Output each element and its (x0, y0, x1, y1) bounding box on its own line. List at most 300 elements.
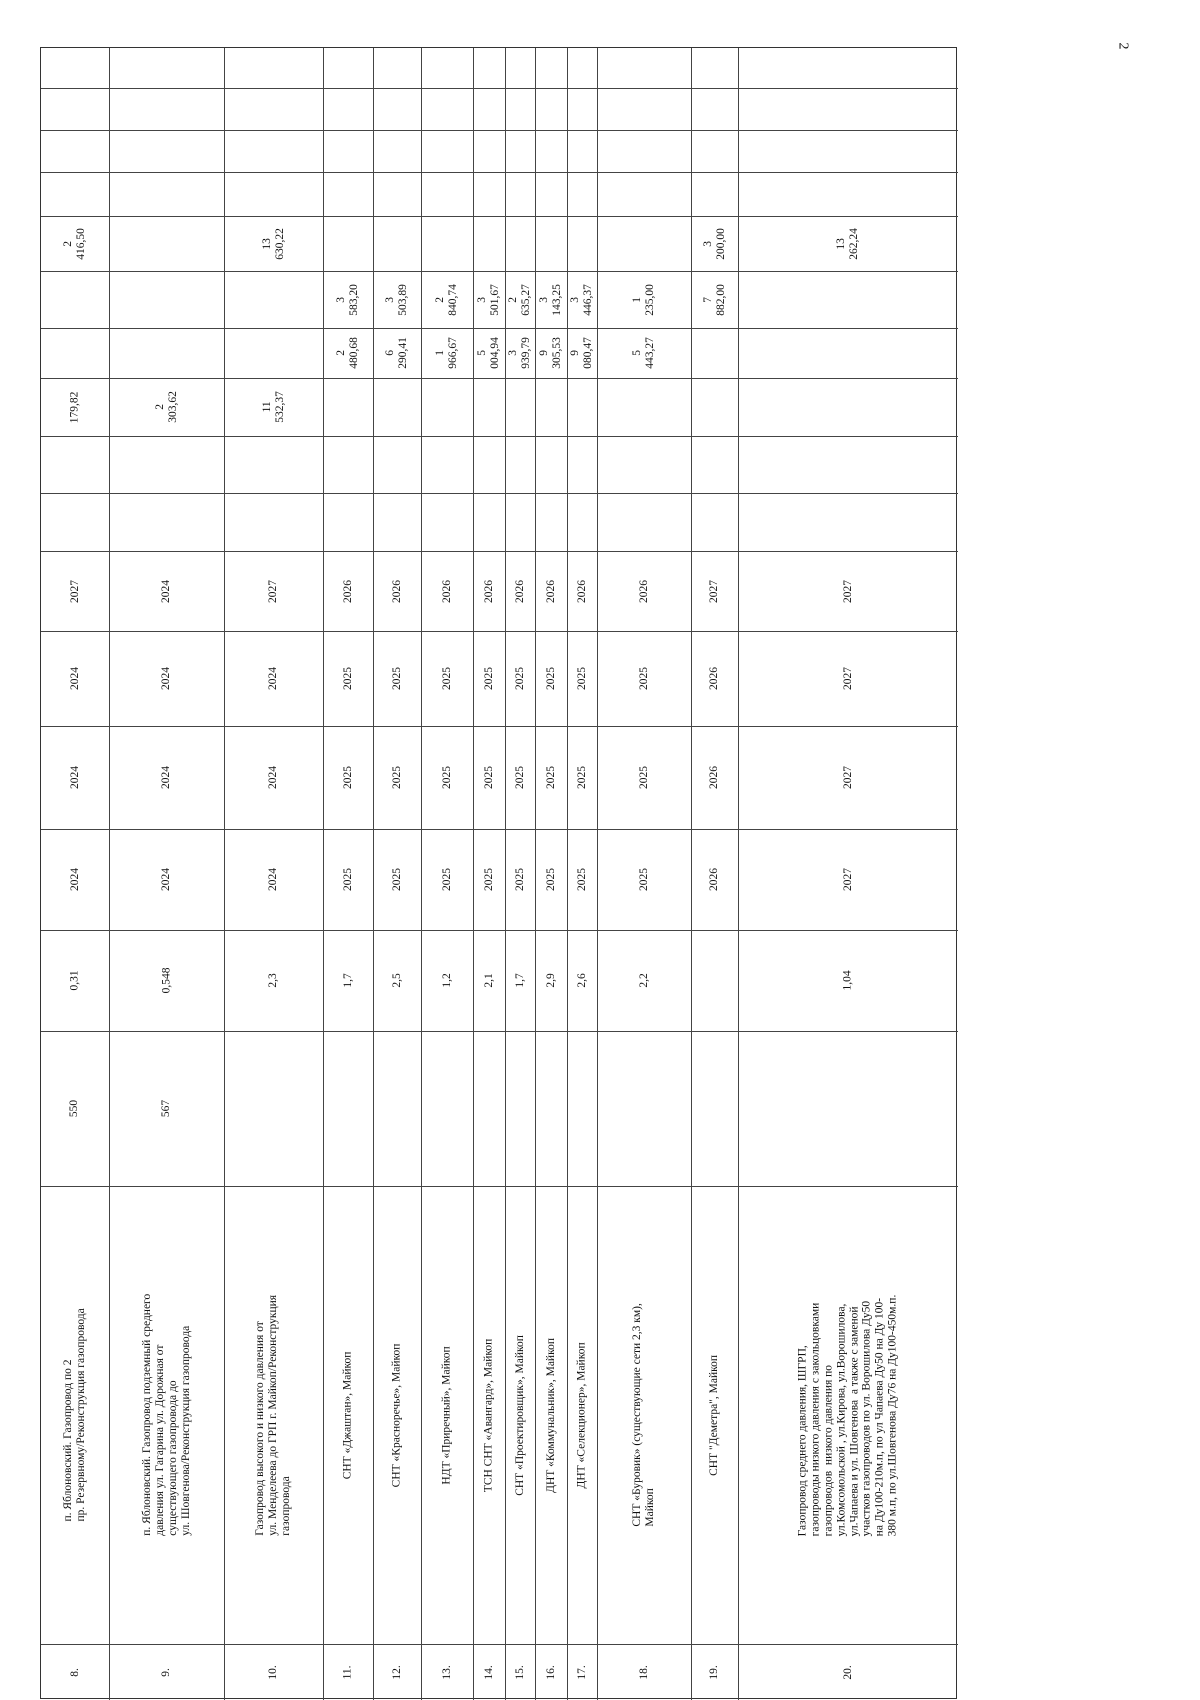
cell-name (421, 1186, 473, 1644)
cell-c2 (41, 436, 109, 493)
cell-c3 (373, 378, 421, 436)
cell-d (691, 1031, 738, 1186)
cell-row-number (421, 1644, 473, 1700)
cell-name (373, 1186, 421, 1644)
cell-len (421, 930, 473, 1031)
cell-c3 (41, 378, 109, 436)
cell-name-text: Газопровод высокого и низкого давления от ул. Менделеева до ГРП г. Майкоп/Реконструкция газопровода (254, 1294, 292, 1536)
cell-c5 (567, 271, 597, 328)
cell-c6-text: 3 200,00 (701, 227, 727, 260)
cell-y2 (691, 726, 738, 829)
cell-c3 (597, 378, 691, 436)
cell-y4 (473, 551, 505, 631)
cell-y3-text: 2025 (544, 667, 557, 690)
cell-row-number (597, 1644, 691, 1700)
cell-y3-text: 2025 (482, 667, 495, 690)
cell-y4-text: 2026 (440, 579, 453, 603)
cell-row-number-text: 11. (341, 1665, 354, 1679)
cell-c3-text: 179,82 (68, 391, 81, 423)
cell-d (597, 1031, 691, 1186)
cell-c2 (505, 436, 535, 493)
cell-c3 (567, 378, 597, 436)
cell-y4-text: 2026 (544, 579, 557, 603)
cell-c6 (597, 216, 691, 271)
cell-y2-text: 2024 (160, 766, 173, 789)
cell-len (323, 930, 373, 1031)
cell-y4 (323, 551, 373, 631)
cell-c6 (323, 216, 373, 271)
cell-y2-text: 2025 (341, 766, 354, 789)
cell-len (505, 930, 535, 1031)
cell-c4-text: 3 939,79 (507, 337, 532, 369)
cell-y2 (373, 726, 421, 829)
cell-c6 (535, 216, 567, 271)
cell-c4 (109, 328, 224, 378)
cell-name-text: СНТ «Проектировщик», Майкоп (513, 1334, 526, 1496)
cell-len-text: 1,04 (841, 970, 854, 991)
cell-y2 (535, 726, 567, 829)
cell-y3-text: 2025 (390, 667, 403, 690)
cell-y1-text: 2025 (513, 868, 526, 891)
cell-y3 (421, 631, 473, 726)
cell-c2 (597, 436, 691, 493)
cell-y3 (109, 631, 224, 726)
cell-y3 (373, 631, 421, 726)
cell-c5-text: 3 583,20 (335, 283, 360, 316)
cell-y1-text: 2025 (637, 868, 650, 891)
cell-y2 (224, 726, 323, 829)
cell-y4 (373, 551, 421, 631)
cell-row-number (224, 1644, 323, 1700)
cell-name-text: п. Яблоновский. Газопровод по 2 пр. Резервному/Реконструкция газопровода (62, 1308, 87, 1522)
cell-name (567, 1186, 597, 1644)
cell-c6 (567, 216, 597, 271)
cell-y3-text: 2024 (160, 667, 173, 690)
cell-c5-text: 2 840,74 (434, 283, 459, 316)
cell-c1 (567, 493, 597, 551)
cell-c4-text: 9 305,53 (538, 337, 563, 369)
cell-y1 (535, 829, 567, 930)
cell-c6-text: 13 630,22 (260, 227, 286, 260)
cell-c2 (323, 436, 373, 493)
cell-c3 (109, 378, 224, 436)
cell-name (597, 1186, 691, 1644)
cell-c2 (473, 436, 505, 493)
cell-c5-text: 3 501,67 (476, 283, 501, 316)
cell-y1 (373, 829, 421, 930)
cell-y1 (473, 829, 505, 930)
cell-c4 (691, 328, 738, 378)
cell-y4-text: 2027 (267, 579, 280, 603)
cell-y4 (535, 551, 567, 631)
cell-c2 (535, 436, 567, 493)
cell-len (373, 930, 421, 1031)
cell-c6 (224, 216, 323, 271)
cell-name (323, 1186, 373, 1644)
cell-y4-text: 2027 (68, 579, 81, 603)
cell-d (505, 1031, 535, 1186)
cell-d-text: 550 (68, 1099, 81, 1118)
cell-c5-text: 3 143,25 (538, 283, 563, 316)
cell-name-text: СНТ «Красноречье», Майкоп (390, 1343, 403, 1487)
cell-c2 (224, 436, 323, 493)
cell-row-number-text: 14. (482, 1664, 495, 1680)
cell-c2 (421, 436, 473, 493)
cell-c1 (41, 493, 109, 551)
cell-y1 (109, 829, 224, 930)
cell-c6 (373, 216, 421, 271)
cell-y1 (738, 829, 958, 930)
cell-y1-text: 2024 (68, 868, 81, 891)
cell-c3 (691, 378, 738, 436)
cell-y1-text: 2025 (390, 868, 403, 891)
cell-y4 (224, 551, 323, 631)
cell-y1-text: 2026 (708, 868, 721, 891)
cell-y2 (597, 726, 691, 829)
cell-c3 (421, 378, 473, 436)
cell-len-text: 0,548 (160, 967, 173, 994)
cell-y2-text: 2027 (841, 766, 854, 789)
cell-c3 (473, 378, 505, 436)
cell-c4-text: 5 004,94 (476, 337, 501, 369)
cell-c4 (224, 328, 323, 378)
cell-name-text: НДТ «Приречный», Майкоп (440, 1345, 453, 1485)
cell-c6 (738, 216, 958, 271)
cell-c3-text: 11 532,37 (260, 391, 286, 423)
cell-c1 (738, 493, 958, 551)
cell-c1 (473, 493, 505, 551)
cell-name (473, 1186, 505, 1644)
cell-len-text: 2,9 (544, 973, 557, 988)
cell-row-number (535, 1644, 567, 1700)
cell-c5 (373, 271, 421, 328)
cell-row-number-text: 10. (267, 1664, 280, 1680)
cell-name (738, 1186, 958, 1644)
column-divider (41, 130, 958, 131)
cell-c5 (109, 271, 224, 328)
cell-c2 (567, 436, 597, 493)
cell-len-text: 0,31 (68, 970, 81, 991)
cell-y4 (41, 551, 109, 631)
cell-y4 (505, 551, 535, 631)
cell-y4-text: 2026 (575, 579, 588, 603)
cell-c4-text: 5 443,27 (631, 337, 656, 369)
cell-len-text: 2,6 (575, 973, 588, 988)
cell-row-number-text: 13. (440, 1664, 453, 1680)
cell-y2-text: 2024 (68, 766, 81, 789)
cell-name (224, 1186, 323, 1644)
cell-c1 (224, 493, 323, 551)
cell-c5-text: 7 882,00 (701, 283, 727, 316)
cell-y4-text: 2026 (341, 579, 354, 603)
cell-len (535, 930, 567, 1031)
cell-y4 (421, 551, 473, 631)
cell-d (224, 1031, 323, 1186)
cell-c2 (738, 436, 958, 493)
cell-c4-text: 9 080,47 (569, 337, 594, 369)
cell-c1 (597, 493, 691, 551)
cell-len (567, 930, 597, 1031)
cell-len-text: 2,5 (390, 973, 403, 988)
cell-y2 (41, 726, 109, 829)
cell-c6 (109, 216, 224, 271)
cell-c5 (597, 271, 691, 328)
cell-name-text: СНТ «Буровик» (существующие сети 2,3 км), Майкоп (631, 1303, 656, 1527)
cell-y3-text: 2024 (267, 667, 280, 690)
cell-c6-text: 2 416,50 (62, 227, 87, 260)
cell-c5-text: 3 446,37 (569, 283, 594, 316)
cell-len (597, 930, 691, 1031)
cell-y1 (323, 829, 373, 930)
cell-row-number (373, 1644, 421, 1700)
cell-d (421, 1031, 473, 1186)
cell-d (567, 1031, 597, 1186)
cell-y1-text: 2025 (575, 868, 588, 891)
cell-name-text: ДНТ «Селекционер», Майкоп (575, 1341, 588, 1489)
cell-y2-text: 2025 (440, 766, 453, 789)
cell-c1 (505, 493, 535, 551)
cell-row-number-text: 16. (544, 1664, 557, 1680)
cell-c4-text: 1 966,67 (434, 337, 459, 369)
cell-y3-text: 2027 (841, 667, 854, 690)
cell-c6 (505, 216, 535, 271)
cell-name-text: СНТ «Джаштан», Майкоп (341, 1351, 354, 1479)
cell-c4 (535, 328, 567, 378)
cell-y2-text: 2026 (708, 766, 721, 789)
cell-c5 (505, 271, 535, 328)
cell-row-number-text: 12. (390, 1664, 403, 1680)
cell-name (109, 1186, 224, 1644)
cell-y3-text: 2025 (513, 667, 526, 690)
cell-y1-text: 2025 (440, 868, 453, 891)
cell-d (535, 1031, 567, 1186)
cell-len (224, 930, 323, 1031)
cell-row-number (473, 1644, 505, 1700)
cell-c5-text: 2 635,27 (507, 283, 532, 316)
cell-c4 (597, 328, 691, 378)
cell-c3-text: 2 303,62 (153, 391, 179, 423)
cell-y3-text: 2025 (341, 667, 354, 690)
cell-c4 (567, 328, 597, 378)
cell-y2-text: 2025 (482, 766, 495, 789)
cell-c5 (691, 271, 738, 328)
cell-y2 (505, 726, 535, 829)
cell-y3-text: 2025 (575, 667, 588, 690)
cell-c4 (373, 328, 421, 378)
cell-c5 (738, 271, 958, 328)
cell-c6 (473, 216, 505, 271)
cell-y3 (505, 631, 535, 726)
cell-y2 (738, 726, 958, 829)
cell-y3 (41, 631, 109, 726)
cell-y2-text: 2025 (390, 766, 403, 789)
cell-row-number (567, 1644, 597, 1700)
cell-y3 (738, 631, 958, 726)
cell-y3 (691, 631, 738, 726)
cell-c6 (691, 216, 738, 271)
cell-y4-text: 2024 (160, 579, 173, 603)
cell-y2-text: 2025 (637, 766, 650, 789)
cell-y1 (41, 829, 109, 930)
cell-len (473, 930, 505, 1031)
cell-c5 (473, 271, 505, 328)
cell-c3 (738, 378, 958, 436)
cell-y1-text: 2027 (841, 868, 854, 891)
cell-row-number (505, 1644, 535, 1700)
cell-y4-text: 2026 (390, 579, 403, 603)
cell-c4 (323, 328, 373, 378)
cell-c3 (535, 378, 567, 436)
cell-y4 (691, 551, 738, 631)
cell-c2 (373, 436, 421, 493)
cell-row-number (738, 1644, 958, 1700)
cell-y4 (109, 551, 224, 631)
cell-c1 (421, 493, 473, 551)
cell-d-text: 567 (160, 1099, 173, 1118)
cell-y2 (473, 726, 505, 829)
cell-c5 (535, 271, 567, 328)
cell-y2 (109, 726, 224, 829)
cell-c5 (323, 271, 373, 328)
cell-y3 (535, 631, 567, 726)
cell-len (738, 930, 958, 1031)
cell-y1 (567, 829, 597, 930)
column-divider (41, 88, 958, 89)
cell-len-text: 1,7 (513, 973, 526, 988)
cell-name-text: п. Яблоновский. Газопровод подземный среднего давления ул. Гагарина ул. Дорожная от существующего газопровода до ул. Шовгенова/Реконструкция газопровода (140, 1294, 192, 1536)
cell-name (505, 1186, 535, 1644)
cell-c4-text: 6 290,41 (384, 337, 409, 369)
cell-y2-text: 2024 (267, 766, 280, 789)
cell-name-text: ДНТ «Коммунальник», Майкоп (544, 1337, 557, 1493)
cell-y3 (597, 631, 691, 726)
cell-row-number (323, 1644, 373, 1700)
cell-row-number (41, 1644, 109, 1700)
cell-y1 (505, 829, 535, 930)
cell-row-number-text: 15. (513, 1664, 526, 1680)
cell-row-number-text: 18. (637, 1664, 650, 1680)
cell-y3-text: 2025 (637, 667, 650, 690)
cell-c1 (373, 493, 421, 551)
cell-c1 (323, 493, 373, 551)
cell-name-text: Газопровод среднего давления, ШГРП, газопроводы низкого давления с закольцовками газопроводов низкого давления по ул.Комсомольской , ул.Кирова, ул.Ворошилова, ул.Чапаева и ул. Шовгенова а также с заменой участков газопроводов по ул. Ворошилова Ду50 на Ду100-210м.п, по ул Чапаева Ду50 на Ду 100- 380 м.п, по ул.Шовгенова Ду76 на Ду100-450м.п. (796, 1294, 899, 1536)
cell-d (41, 1031, 109, 1186)
cell-c4 (505, 328, 535, 378)
cell-row-number-text: 17. (575, 1664, 588, 1680)
cell-c5 (224, 271, 323, 328)
cell-len-text: 2,1 (482, 973, 495, 988)
cell-row-number-text: 8. (68, 1667, 81, 1677)
cell-c4 (738, 328, 958, 378)
cell-c6-text: 13 262,24 (835, 227, 860, 260)
cell-c6 (41, 216, 109, 271)
cell-d (738, 1031, 958, 1186)
cell-d (473, 1031, 505, 1186)
cell-d (109, 1031, 224, 1186)
cell-y2 (421, 726, 473, 829)
cell-c4 (473, 328, 505, 378)
cell-row-number-text: 9. (160, 1667, 173, 1677)
investment-table (40, 47, 957, 1699)
cell-y1-text: 2025 (482, 868, 495, 891)
cell-y3 (567, 631, 597, 726)
cell-y1 (224, 829, 323, 930)
cell-y3-text: 2026 (708, 667, 721, 690)
cell-len (109, 930, 224, 1031)
cell-c4 (41, 328, 109, 378)
cell-y1-text: 2025 (341, 868, 354, 891)
cell-len-text: 1,2 (440, 973, 453, 988)
cell-y1 (597, 829, 691, 930)
cell-y4 (567, 551, 597, 631)
cell-c4 (421, 328, 473, 378)
cell-y3 (323, 631, 373, 726)
cell-c4-text: 2 480,68 (335, 337, 360, 369)
cell-len (691, 930, 738, 1031)
cell-y3-text: 2025 (440, 667, 453, 690)
cell-y1 (691, 829, 738, 930)
cell-len-text: 2,3 (267, 973, 280, 988)
cell-d (373, 1031, 421, 1186)
cell-y1-text: 2025 (544, 868, 557, 891)
cell-len (41, 930, 109, 1031)
cell-name (41, 1186, 109, 1644)
cell-c1 (109, 493, 224, 551)
cell-y4-text: 2027 (841, 579, 854, 603)
cell-y2 (567, 726, 597, 829)
cell-name-text: ТСН СНТ «Авангард», Майкоп (482, 1338, 495, 1492)
cell-c5-text: 3 503,89 (384, 283, 409, 316)
column-divider (41, 172, 958, 173)
cell-y4-text: 2027 (708, 579, 721, 603)
cell-c3 (323, 378, 373, 436)
cell-c3 (224, 378, 323, 436)
cell-y4 (738, 551, 958, 631)
cell-y3 (224, 631, 323, 726)
cell-y4 (597, 551, 691, 631)
cell-c5-text: 1 235,00 (631, 283, 656, 316)
cell-y1-text: 2024 (160, 868, 173, 891)
cell-row-number (691, 1644, 738, 1700)
cell-len-text: 1,7 (341, 973, 354, 988)
cell-len-text: 2,2 (637, 973, 650, 988)
cell-y4-text: 2026 (637, 579, 650, 603)
cell-c2 (109, 436, 224, 493)
cell-y3 (473, 631, 505, 726)
cell-y4-text: 2026 (482, 579, 495, 603)
cell-name (535, 1186, 567, 1644)
cell-row-number (109, 1644, 224, 1700)
cell-y3-text: 2024 (68, 667, 81, 690)
cell-c1 (691, 493, 738, 551)
cell-name (691, 1186, 738, 1644)
cell-y2-text: 2025 (513, 766, 526, 789)
cell-d (323, 1031, 373, 1186)
cell-y1 (421, 829, 473, 930)
cell-c5 (41, 271, 109, 328)
cell-c3 (505, 378, 535, 436)
cell-row-number-text: 20. (841, 1664, 854, 1680)
cell-y2 (323, 726, 373, 829)
cell-y1-text: 2024 (267, 868, 280, 891)
page-number: 2 (1115, 42, 1131, 50)
cell-c1 (535, 493, 567, 551)
cell-c2 (691, 436, 738, 493)
cell-c6 (421, 216, 473, 271)
cell-y2-text: 2025 (575, 766, 588, 789)
cell-y4-text: 2026 (513, 579, 526, 603)
cell-row-number-text: 19. (708, 1664, 721, 1680)
